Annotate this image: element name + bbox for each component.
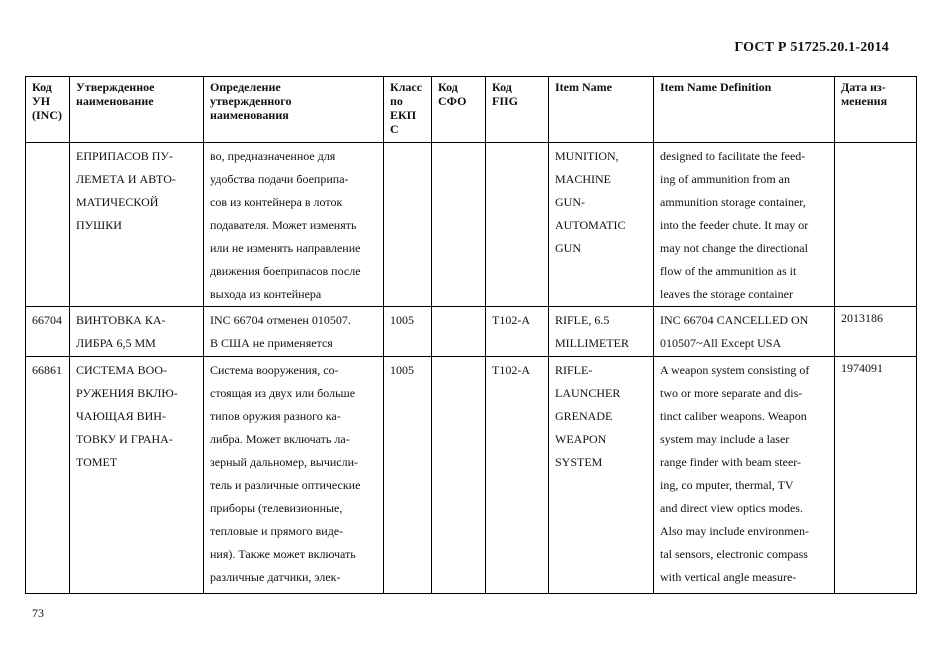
cell-text-line: ing, co mputer, thermal, TV [660, 478, 794, 492]
cell-fiig [486, 143, 549, 307]
cell-text-line: T102-A [492, 313, 530, 327]
cell-text-line: GUN [555, 241, 581, 255]
header-label-line: Код [32, 80, 52, 94]
cell-text-line: зерный дальномер, вычисли- [210, 455, 359, 469]
cell-approved-name [70, 357, 204, 594]
cell-text-line: ЛЕМЕТА И АВТО- [76, 172, 176, 186]
header-label-line: Item Name Definition [660, 80, 772, 94]
cell-text-line: тель и различные оптические [210, 478, 361, 492]
cell-approved-name [70, 307, 204, 357]
cell-text-line: либра. Может включать ла- [210, 432, 350, 446]
header-label-line: С [390, 122, 399, 136]
cell-fiig [486, 357, 549, 594]
cell-text-line: МАТИЧЕСКОЙ [76, 195, 159, 209]
header-item-name [549, 77, 654, 143]
cell-sfo [432, 143, 486, 307]
header-label-line: Дата из- [841, 80, 886, 94]
header-label-line: наименование [76, 94, 154, 108]
header-date [835, 77, 917, 143]
cell-text-line: тепловые и прямого виде- [210, 524, 344, 538]
cell-text-line: Система вооружения, со- [210, 363, 339, 377]
cell-text-line: WEAPON [555, 432, 607, 446]
cell-text-line: ния). Также может включать [210, 547, 356, 561]
cell-text-line: ТОВКУ И ГРАНА- [76, 432, 173, 446]
cell-text-line: tal sensors, electronic compass [660, 547, 808, 561]
cell-sfo [432, 357, 486, 594]
cell-class [384, 357, 432, 594]
cell-text-line: 010507~All Except USA [660, 336, 782, 350]
cell-text-line: AUTOMATIC [555, 218, 626, 232]
cell-text-line: ПУШКИ [76, 218, 122, 232]
cell-text-line: RIFLE- [555, 363, 593, 377]
cell-text-line: ЧАЮЩАЯ ВИН- [76, 409, 166, 423]
cell-text-line: движения боеприпасов после [210, 264, 361, 278]
cell-text-line: SYSTEM [555, 455, 603, 469]
cell-sfo [432, 307, 486, 357]
cell-text-line: designed to facilitate the feed- [660, 149, 806, 163]
cell-item-name [549, 307, 654, 357]
cell-text-line: LAUNCHER [555, 386, 621, 400]
header-class [384, 77, 432, 143]
cell-definition [204, 357, 384, 594]
header-fiig [486, 77, 549, 143]
cell-text-line: ВИНТОВКА КА- [76, 313, 166, 327]
cell-text-line: 66861 [32, 363, 62, 377]
cell-text-line: MILLIMETER [555, 336, 629, 350]
cell-definition [204, 143, 384, 307]
header-label-line: Код [438, 80, 458, 94]
cell-text-line: ЛИБРА 6,5 ММ [76, 336, 156, 350]
header-label-line: Определение [210, 80, 281, 94]
cell-text-line: T102-A [492, 363, 530, 377]
cell-text-line: В США не применяется [210, 336, 333, 350]
cell-text-line: РУЖЕНИЯ ВКЛЮ- [76, 386, 178, 400]
cell-inc [26, 143, 70, 307]
cell-text-line: 1974091 [841, 361, 883, 375]
cell-text-line: 1005 [390, 313, 414, 327]
header-label-line: Утвержденное [76, 80, 155, 94]
header-label-line: наименования [210, 108, 289, 122]
cell-inc [26, 357, 70, 594]
cell-fiig [486, 307, 549, 357]
cell-definition [204, 307, 384, 357]
cell-text-line: Also may include environmen- [660, 524, 809, 538]
header-label-line: СФО [438, 94, 467, 108]
header-label-line: УН [32, 94, 51, 108]
cell-text-line: and direct view optics modes. [660, 501, 803, 515]
cell-inc [26, 307, 70, 357]
cell-text-line: with vertical angle measure- [660, 570, 797, 584]
header-label-line: FIIG [492, 94, 519, 108]
cell-text-line: system may include a laser [660, 432, 790, 446]
cell-approved-name [70, 143, 204, 307]
cell-text-line: различные датчики, элек- [210, 570, 341, 584]
cell-item-definition [654, 143, 835, 307]
cell-text-line: удобства подачи боеприпа- [210, 172, 349, 186]
cell-text-line: 1005 [390, 363, 414, 377]
cell-item-name [549, 143, 654, 307]
cell-text-line: RIFLE, 6.5 [555, 313, 610, 327]
table-header-row [26, 77, 917, 143]
cell-text-line: tinct caliber weapons. Weapon [660, 409, 807, 423]
cell-text-line: flow of the ammunition as it [660, 264, 797, 278]
header-item-definition [654, 77, 835, 143]
cell-date [835, 357, 917, 594]
header-label-line: менения [841, 94, 888, 108]
cell-item-definition [654, 357, 835, 594]
cell-text-line: подавателя. Может изменять [210, 218, 357, 232]
cell-text-line: ammunition storage container, [660, 195, 806, 209]
header-approved-name [70, 77, 204, 143]
cell-text-line: приборы (телевизионные, [210, 501, 343, 515]
cell-text-line: ing of ammunition from an [660, 172, 790, 186]
table-row [26, 357, 917, 594]
header-label-line: (INC) [32, 108, 62, 122]
cell-text-line: 2013186 [841, 311, 883, 325]
cell-text-line: may not change the directional [660, 241, 808, 255]
cell-class [384, 307, 432, 357]
cell-item-name [549, 357, 654, 594]
table-row [26, 143, 917, 307]
header-inc [26, 77, 70, 143]
cell-text-line: MACHINE [555, 172, 611, 186]
cell-text-line: range finder with beam steer- [660, 455, 802, 469]
cell-text-line: во, предназначенное для [210, 149, 336, 163]
cell-text-line: или не изменять направление [210, 241, 361, 255]
header-label-line: по [390, 94, 403, 108]
cell-text-line: ЕПРИПАСОВ ПУ- [76, 149, 173, 163]
header-label-line: Item Name [555, 80, 612, 94]
header-sfo [432, 77, 486, 143]
header-label-line: Код [492, 80, 512, 94]
cell-text-line: GRENADE [555, 409, 613, 423]
cell-text-line: two or more separate and dis- [660, 386, 803, 400]
cell-text-line: GUN- [555, 195, 585, 209]
header-label-line: утвержденного [210, 94, 292, 108]
cell-text-line: сов из контейнера в лоток [210, 195, 343, 209]
cell-text-line: A weapon system consisting of [660, 363, 810, 377]
cell-text-line: стоящая из двух или больше [210, 386, 356, 400]
cell-text-line: INC 66704 CANCELLED ON [660, 313, 809, 327]
page-number: 73 [32, 606, 44, 620]
cell-text-line: ТОМЕТ [76, 455, 118, 469]
cell-text-line: into the feeder chute. It may or [660, 218, 809, 232]
catalog-table [25, 76, 917, 594]
header-label-line: Класс [390, 80, 423, 94]
cell-text-line: leaves the storage container [660, 287, 793, 301]
cell-class [384, 143, 432, 307]
document-standard-number: ГОСТ Р 51725.20.1-2014 [734, 40, 889, 55]
header-definition [204, 77, 384, 143]
cell-text-line: 66704 [32, 313, 62, 327]
cell-text-line: MUNITION, [555, 149, 619, 163]
header-label-line: ЕКП [390, 108, 417, 122]
cell-item-definition [654, 307, 835, 357]
table-row [26, 307, 917, 357]
cell-text-line: INC 66704 отменен 010507. [210, 313, 351, 327]
cell-date [835, 307, 917, 357]
cell-text-line: СИСТЕМА ВОО- [76, 363, 168, 377]
cell-text-line: выхода из контейнера [210, 287, 322, 301]
cell-date [835, 143, 917, 307]
cell-text-line: типов оружия разного ка- [210, 409, 341, 423]
